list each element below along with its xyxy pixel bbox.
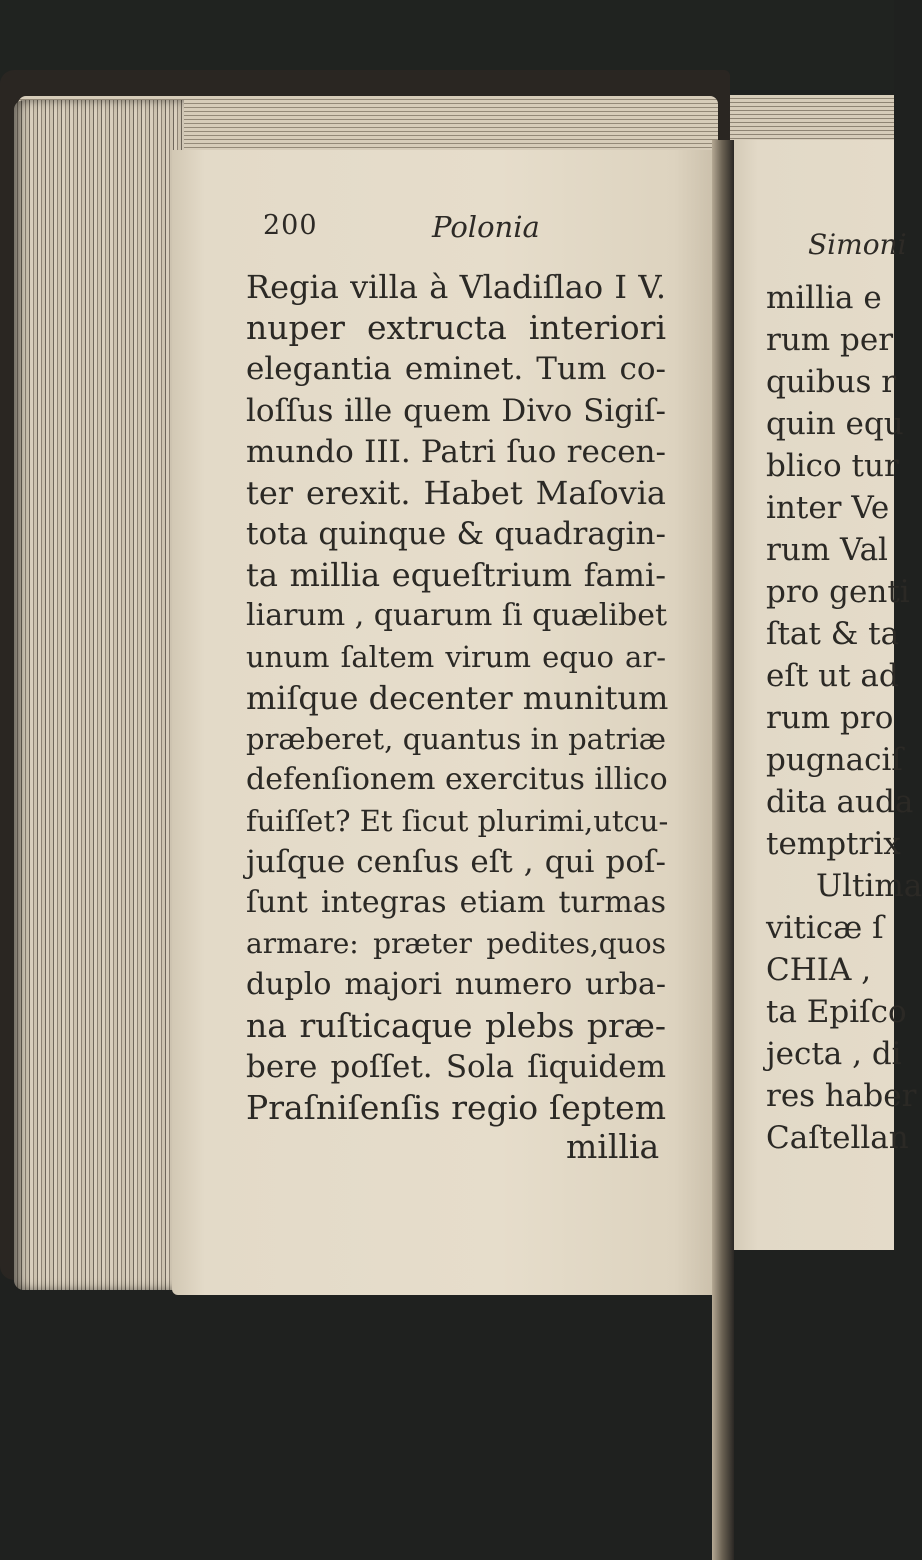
text-line: pugnaciſ: [766, 742, 903, 778]
right-page-content: [724, 140, 922, 1250]
text-line: nuper extructa interiori: [246, 308, 666, 347]
text-line: millia e: [766, 280, 882, 316]
text-line: eſt ut ad: [766, 658, 899, 694]
text-line: dita auda: [766, 784, 914, 820]
right-running-title: Simoni: [808, 228, 907, 261]
catchword: millia: [566, 1127, 660, 1166]
running-title: Polonia: [432, 210, 540, 244]
text-line: temptrix: [766, 826, 901, 862]
text-line: quibus r: [766, 364, 897, 400]
right-page-edges: [730, 95, 894, 140]
text-line: bere poſſet. Sola ſiquidem: [246, 1049, 666, 1085]
text-line: defenſionem exercitus illico: [246, 762, 668, 797]
text-line: na ruſticaque plebs præ-: [246, 1006, 666, 1045]
text-line: CHIA ,: [766, 952, 872, 988]
text-line: unum ſaltem virum equo ar-: [246, 640, 666, 674]
text-line: Regia villa à Vladiſlao I V.: [246, 268, 666, 306]
page-edges-side: [14, 100, 184, 1290]
text-line: loſſus ille quem Divo Sigiſ-: [246, 393, 666, 429]
text-line: viticæ ſ: [766, 910, 884, 946]
text-line: Ultima: [816, 868, 922, 904]
text-line: ſtat & ta: [766, 616, 900, 652]
text-line: mundo III. Patri ſuo recen-: [246, 434, 666, 470]
text-line: ſunt integras etiam turmas: [246, 885, 666, 920]
text-line: miſque decenter munitum: [246, 679, 669, 717]
text-line: Caſtellan: [766, 1120, 909, 1156]
page-number: 200: [263, 210, 318, 241]
text-line: quin equ: [766, 406, 904, 442]
text-line: rum pro: [766, 700, 894, 736]
text-line: juſque cenſus eſt , qui poſ-: [246, 844, 666, 880]
text-line: ta Epiſco: [766, 994, 907, 1030]
text-line: ta millia equeſtrium fami-: [246, 556, 666, 594]
text-line: pro genti: [766, 574, 910, 610]
text-line: præberet, quantus in patriæ: [246, 722, 666, 756]
text-line: duplo majori numero urba-: [246, 967, 666, 1002]
text-line: blico tur: [766, 448, 899, 484]
text-line: jecta , di: [766, 1036, 902, 1072]
text-line: inter Ve: [766, 490, 890, 526]
text-line: ter erexit. Habet Maſovia: [246, 474, 666, 512]
text-line: rum Val: [766, 532, 888, 568]
text-line: tota quinque & quadragin-: [246, 516, 666, 552]
text-line: liarum , quarum ſi quælibet: [246, 598, 668, 633]
text-line: rum per: [766, 322, 894, 358]
text-line: armare: præter pedites,quos: [246, 927, 666, 960]
text-line: fuiſſet? Et ſicut plurimi,utcu-: [246, 804, 669, 838]
text-line: elegantia eminet. Tum co-: [246, 351, 666, 387]
text-line: Praſniſenſis regio ſeptem: [246, 1088, 666, 1127]
text-line: res haber: [766, 1078, 917, 1114]
